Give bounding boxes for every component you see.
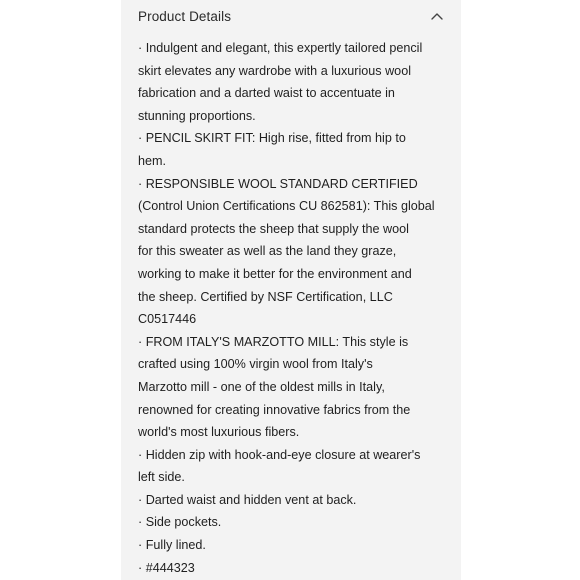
detail-line: working to make it better for the environment and bbox=[138, 266, 412, 281]
detail-line: for this sweater as well as the land they graze, bbox=[138, 244, 397, 259]
detail-line: · #444323 bbox=[138, 560, 195, 575]
detail-line: world's most luxurious fibers. bbox=[138, 425, 300, 440]
product-details-text bbox=[138, 37, 448, 579]
detail-line: · Fully lined. bbox=[138, 538, 206, 553]
detail-line: · Darted waist and hidden vent at back. bbox=[138, 492, 357, 507]
detail-line: stunning proportions. bbox=[138, 108, 256, 123]
product-details-header[interactable] bbox=[138, 4, 444, 28]
detail-line: · PENCIL SKIRT FIT: High rise, fitted from hip to bbox=[138, 131, 406, 146]
detail-line: · Indulgent and elegant, this expertly tailored pencil bbox=[138, 41, 423, 55]
detail-line: left side. bbox=[138, 470, 185, 485]
section-title: Product Details bbox=[138, 8, 232, 24]
detail-line: (Control Union Certifications CU 862581): This global bbox=[138, 199, 435, 214]
detail-line: C0517446 bbox=[138, 312, 197, 327]
detail-line: skirt elevates any wardrobe with a luxurious wool bbox=[138, 63, 411, 78]
detail-line: renowned for creating innovative fabrics from the bbox=[138, 402, 411, 417]
detail-line: hem. bbox=[138, 153, 166, 168]
detail-line: · RESPONSIBLE WOOL STANDARD CERTIFIED bbox=[138, 176, 418, 191]
detail-line: · FROM ITALY'S MARZOTTO MILL: This style is bbox=[138, 334, 409, 349]
detail-line: · Side pockets. bbox=[138, 515, 222, 530]
detail-line: standard protects the sheep that supply the wool bbox=[138, 221, 409, 236]
detail-line: · Hidden zip with hook-and-eye closure at wearer's bbox=[138, 447, 421, 462]
chevron-up-icon[interactable] bbox=[430, 9, 444, 23]
detail-line: Marzotto mill - one of the oldest mills in Italy, bbox=[138, 379, 385, 394]
detail-line: crafted using 100% virgin wool from Italy's bbox=[138, 357, 373, 372]
detail-line: the sheep. Certified by NSF Certification, LLC bbox=[138, 289, 393, 304]
detail-line: fabrication and a darted waist to accentuate in bbox=[138, 86, 395, 101]
product-details-panel bbox=[121, 0, 461, 580]
